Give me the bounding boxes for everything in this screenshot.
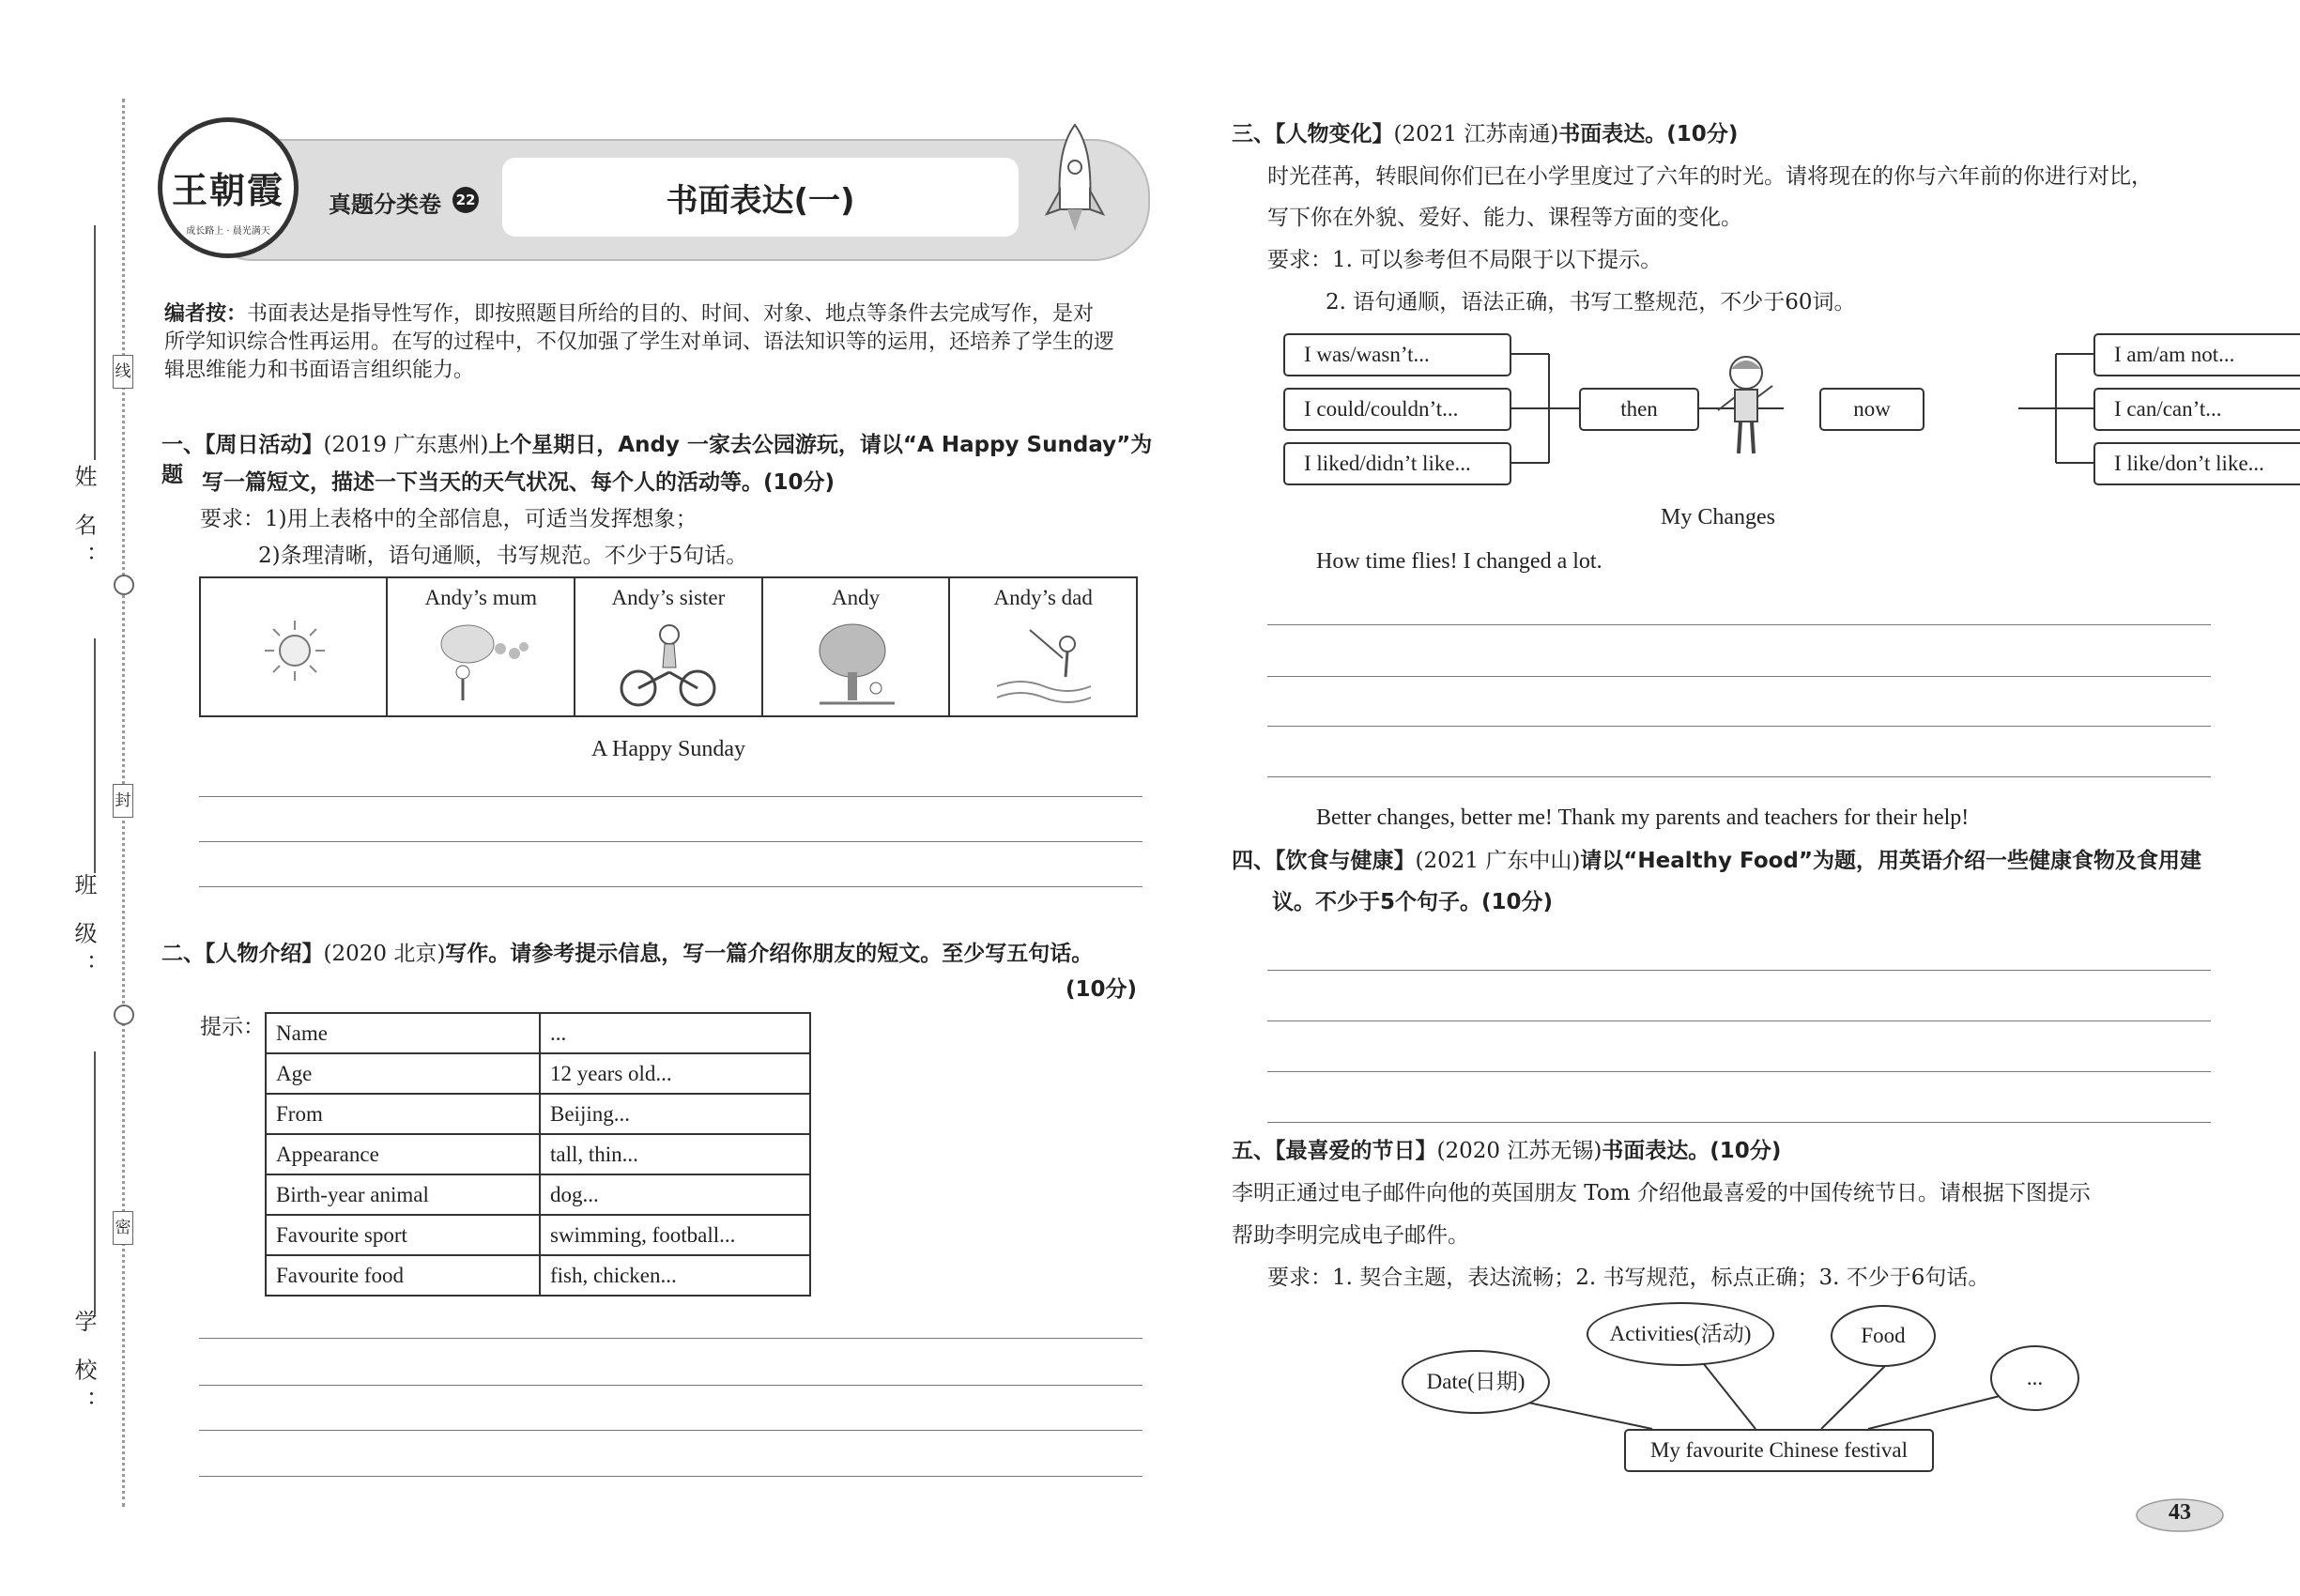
cut-mark-secret: 密 — [113, 1211, 133, 1245]
q2-number: 二、 — [161, 942, 205, 966]
q5-paragraph: 李明正通过电子邮件向他的英国朋友 Tom 介绍他最喜爱的中国传统节日。请根据下图提示 — [1232, 1181, 2091, 1205]
writing-line[interactable] — [1267, 1071, 2211, 1072]
cut-mark-seal: 封 — [113, 784, 133, 818]
q4-line: 请以“Healthy Food”为题，用英语介绍一些健康食物及食用建 — [1580, 849, 2201, 873]
editor-note-label: 编者按： — [164, 302, 248, 326]
school-label: 学 校： — [70, 1310, 97, 1422]
editor-note-line: 书面表达是指导性写作，即按照题目所给的目的、时间、对象、地点等条件去完成写作，是对 — [247, 302, 1095, 326]
now-label: now — [1819, 388, 1924, 431]
hint-key: Name — [266, 1013, 540, 1053]
hint-value: dog... — [540, 1174, 810, 1215]
q3-requirement: 要求：1. 可以参考但不局限于以下提示。 — [1267, 248, 1663, 272]
writing-line[interactable] — [1267, 624, 2211, 625]
name-write-line — [94, 225, 96, 460]
q5-heading — [1232, 1136, 2227, 1166]
more-node: ... — [1990, 1345, 2079, 1411]
q1-source: (2019 广东惠州) — [323, 433, 489, 457]
q5-requirement: 要求：1. 契合主题，表达流畅；2. 书写规范，标点正确；3. 不少于6句话。 — [1267, 1266, 1990, 1290]
hint-value: tall, thin... — [540, 1134, 810, 1174]
now-box: I like/don’t like... — [2093, 442, 2300, 485]
q1-picture-table — [199, 576, 1138, 717]
q3-closing: Better changes, better me! Thank my parents and teachers for their help! — [1316, 806, 1970, 830]
q1-number: 一、 — [161, 433, 205, 457]
q5-paragraph: 帮助李明完成电子邮件。 — [1232, 1223, 1469, 1248]
name-label: 姓 名： — [70, 465, 97, 577]
food-node: Food — [1831, 1305, 1936, 1367]
q3-source: (2021 江苏南通) — [1393, 122, 1559, 146]
class-label: 班 级： — [70, 873, 97, 986]
weather-cell — [200, 577, 387, 716]
q1-line: 写一篇短文，描述一下当天的天气状况、每个人的活动等。(10分) — [202, 470, 836, 495]
q2-score: (10分) — [1066, 977, 1138, 1002]
column-label: Andy — [831, 586, 881, 609]
column-label: Andy’s dad — [993, 586, 1093, 609]
q3-caption: My Changes — [1661, 505, 1775, 529]
activities-node: Activities(活动) — [1587, 1302, 1774, 1366]
writing-line[interactable] — [1267, 726, 2211, 727]
column-label: Andy’s mum — [424, 586, 538, 609]
q1-requirement: 要求：1)用上表格中的全部信息，可适当发挥想象； — [200, 507, 698, 531]
writing-line[interactable] — [199, 1430, 1142, 1431]
then-box: I liked/didn’t like... — [1283, 442, 1511, 485]
q4-heading — [1232, 846, 2227, 876]
q3-title: 书面表达。(10分) — [1558, 122, 1739, 146]
q2-tag: 【人物介绍】 — [205, 942, 324, 966]
hint-key: Age — [266, 1053, 540, 1094]
date-node: Date(日期) — [1402, 1350, 1550, 1414]
hint-key: From — [266, 1094, 540, 1134]
q2-hint-table — [265, 1012, 811, 1297]
festival-center-node: My favourite Chinese festival — [1624, 1429, 1934, 1472]
page-number: 43 — [2169, 1500, 2191, 1525]
q4-tag: 【饮食与健康】 — [1275, 849, 1416, 873]
series-label: 真题分类卷 — [329, 192, 441, 218]
rocket-icon — [1037, 120, 1112, 238]
q3-paragraph: 时光荏苒，转眼间你们已在小学里度过了六年的时光。请将现在的你与六年前的你进行对比， — [1267, 164, 2153, 189]
q1-caption: A Happy Sunday — [591, 737, 745, 761]
q3-opening: How time flies! I changed a lot. — [1316, 549, 1602, 574]
cut-mark-line: 线 — [113, 355, 133, 389]
bike-riding-picture — [618, 621, 721, 710]
q5-source: (2020 江苏无锡) — [1436, 1139, 1602, 1163]
sun-icon — [262, 618, 328, 683]
binding-hole — [114, 575, 134, 595]
q1-line: 上个星期日，Andy 一家去公园游玩，请以“A Happy Sunday”为题 — [161, 433, 1153, 487]
q4-line: 议。不少于5个句子。(10分) — [1272, 890, 1554, 914]
hint-key: Favourite food — [266, 1255, 540, 1296]
then-box: I could/couldn’t... — [1283, 388, 1511, 431]
hint-value: fish, chicken... — [540, 1255, 810, 1296]
writing-line[interactable] — [199, 1338, 1142, 1339]
q2-line: 写作。请参考提示信息，写一篇介绍你朋友的短文。至少写五句话。 — [445, 942, 1094, 966]
page-title: 书面表达(一) — [666, 182, 855, 220]
now-box: I am/am not... — [2093, 333, 2300, 376]
q3-number: 三、 — [1232, 122, 1275, 146]
logo — [158, 117, 299, 258]
hint-key: Appearance — [266, 1134, 540, 1174]
then-label: then — [1579, 388, 1699, 431]
fishing-picture — [992, 621, 1096, 710]
tree-planting-picture — [805, 621, 909, 710]
writing-line[interactable] — [1267, 776, 2211, 777]
q2-source: (2020 北京) — [323, 942, 446, 966]
hint-key: Favourite sport — [266, 1215, 540, 1255]
q3-heading — [1232, 119, 2227, 149]
class-write-line — [94, 638, 96, 873]
hint-value: ... — [540, 1013, 810, 1053]
mum-cell — [387, 577, 575, 716]
hint-key: Birth-year animal — [266, 1174, 540, 1215]
writing-line[interactable] — [199, 1385, 1142, 1386]
hint-value: 12 years old... — [540, 1053, 810, 1094]
editor-note-line: 辑思维能力和书面语言组织能力。 — [164, 359, 475, 382]
q1-requirement: 2)条理清晰，语句通顺，书写规范。不少于5句话。 — [258, 544, 748, 568]
now-box: I can/can’t... — [2093, 388, 2300, 431]
q4-number: 四、 — [1232, 849, 1275, 873]
q5-number: 五、 — [1232, 1139, 1275, 1163]
binding-hole — [114, 1005, 134, 1025]
q2-heading — [161, 939, 1157, 969]
writing-line[interactable] — [199, 796, 1142, 797]
q5-tag: 【最喜爱的节日】 — [1275, 1139, 1437, 1163]
boy-icon — [1709, 352, 1784, 460]
editor-note — [164, 300, 1150, 385]
q3-tag: 【人物变化】 — [1275, 122, 1394, 146]
hint-value: swimming, football... — [540, 1215, 810, 1255]
q1-tag: 【周日活动】 — [205, 433, 324, 457]
sister-cell — [575, 577, 762, 716]
logo-text: 王朝霞 — [171, 172, 284, 211]
editor-note-line: 所学知识综合性再运用。在写的过程中，不仅加强了学生对单词、语法知识等的运用，还培养了学生的逻 — [164, 330, 1115, 354]
writing-line[interactable] — [199, 1476, 1142, 1477]
logo-subtitle: 成长路上 · 晨光满天 — [186, 226, 270, 237]
series-number-badge: 22 — [452, 187, 479, 213]
writing-line[interactable] — [1267, 970, 2211, 971]
andy-cell — [762, 577, 950, 716]
q4-source: (2021 广东中山) — [1415, 849, 1581, 873]
then-box: I was/wasn’t... — [1283, 333, 1511, 376]
q2-hint-label: 提示： — [200, 1015, 265, 1039]
writing-line[interactable] — [1267, 676, 2211, 677]
writing-line[interactable] — [199, 841, 1142, 842]
dad-cell — [949, 577, 1137, 716]
q3-requirement: 2. 语句通顺，语法正确，书写工整规范，不少于60词。 — [1326, 290, 1856, 315]
q5-title: 书面表达。(10分) — [1602, 1139, 1782, 1163]
hint-value: Beijing... — [540, 1094, 810, 1134]
school-write-line — [94, 1051, 96, 1314]
flower-picking-picture — [430, 621, 533, 705]
writing-line[interactable] — [199, 886, 1142, 887]
writing-line[interactable] — [1267, 1122, 2211, 1123]
column-label: Andy’s sister — [611, 586, 726, 609]
q3-paragraph: 写下你在外貌、爱好、能力、课程等方面的变化。 — [1267, 206, 1742, 230]
